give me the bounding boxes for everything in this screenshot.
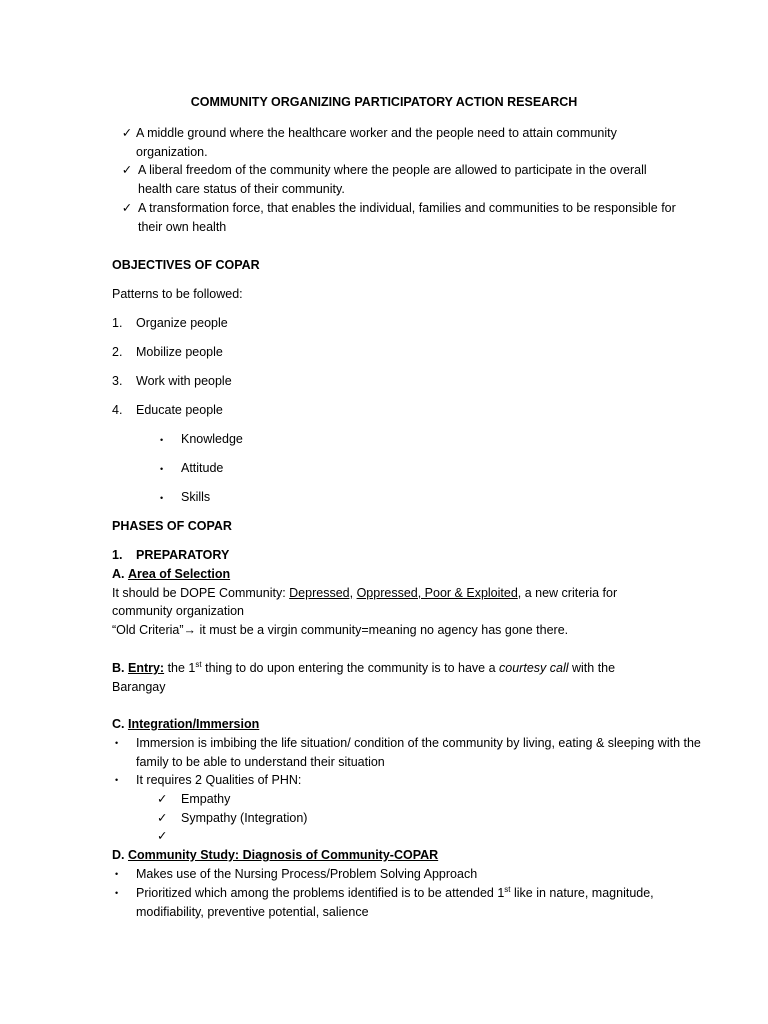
section-area-of-selection (112, 565, 692, 639)
section-title: Community Study: Diagnosis of Community-COPAR (127, 848, 439, 862)
section-entry (112, 659, 692, 696)
intro-item-text: A middle ground where the healthcare worker and the people need to attain community organization. (136, 126, 617, 159)
education-sub-item (160, 459, 223, 479)
objectives-heading: OBJECTIVES OF COPAR (112, 258, 260, 272)
section-community-study (112, 846, 692, 865)
objective-item (112, 314, 228, 333)
item-number: 2. (112, 345, 123, 359)
section-letter: D. (112, 848, 125, 862)
intro-item-2 (120, 161, 680, 198)
sub-item-text: Attitude (181, 461, 224, 475)
intro-item-3 (120, 199, 680, 236)
bullet-text (136, 884, 702, 921)
line-text: with the (568, 661, 616, 675)
checkmark-icon: ✓ (121, 201, 133, 215)
intro-item-text: A liberal freedom of the community where the people are allowed to participate in the overall health care status of their community. (138, 163, 647, 196)
line-text: Prioritized which among the problems identified is to be attended 1 (136, 886, 505, 900)
quality-item (157, 827, 181, 846)
section-letter: A. (112, 567, 125, 581)
superscript: st (504, 885, 511, 894)
checkmark-icon: ✓ (121, 126, 133, 140)
section-line: community organization (112, 604, 245, 618)
section-letter: B. (112, 661, 125, 675)
sub-item-text: Skills (181, 490, 211, 504)
bullet-icon: • (160, 464, 164, 474)
section-integration (112, 715, 692, 734)
community-study-bullet (112, 884, 702, 921)
checkmark-icon: ✓ (121, 163, 133, 177)
line-text: thing to do upon entering the community is to have a (201, 661, 500, 675)
quality-text: Empathy (181, 792, 231, 806)
bullet-icon: • (160, 435, 164, 445)
superscript: st (195, 660, 202, 669)
section-title: Area of Selection (127, 567, 231, 581)
quality-text: Sympathy (Integration) (181, 811, 308, 825)
underlined-term: Depressed, (289, 585, 354, 600)
bullet-text: Makes use of the Nursing Process/Problem Solving Approach (136, 867, 478, 881)
section-title: Integration/Immersion (127, 717, 260, 731)
section-line (112, 584, 692, 603)
phases-heading: PHASES OF COPAR (112, 519, 232, 533)
underlined-term: Oppressed, Poor & Exploited (356, 585, 518, 600)
quality-item (157, 790, 230, 809)
item-text: Educate people (136, 403, 223, 417)
integration-bullet (112, 771, 702, 790)
item-number: 4. (112, 403, 123, 417)
bullet-icon: • (115, 869, 119, 879)
line-text: modifiability, preventive potential, salience (136, 904, 369, 919)
integration-bullet (112, 734, 702, 771)
section-line: Barangay (112, 679, 166, 694)
checkmark-icon: ✓ (157, 829, 168, 843)
item-number: 3. (112, 374, 123, 388)
bullet-icon: • (115, 888, 119, 898)
sub-item-text: Knowledge (181, 432, 243, 446)
objective-item (112, 401, 223, 420)
intro-item-1 (120, 124, 680, 161)
bullet-text: Immersion is imbibing the life situation/ condition of the community by living, eating & sleeping with the family to be able to understand their situation (136, 736, 701, 769)
line-text: It should be DOPE Community: (112, 585, 290, 600)
intro-item-text: A transformation force, that enables the individual, families and communities to be responsible for their own health (138, 201, 676, 234)
section-letter: C. (112, 717, 125, 731)
phase-preparatory (112, 546, 229, 565)
section-line (112, 659, 692, 678)
education-sub-item (160, 488, 210, 508)
section-line: “Old Criteria”→ it must be a virgin community=meaning no agency has gone there. (112, 622, 569, 637)
item-text: Mobilize people (136, 345, 223, 359)
objective-item (112, 372, 232, 391)
section-title: Entry: (127, 661, 165, 675)
page-title: COMMUNITY ORGANIZING PARTICIPATORY ACTION RESEARCH (190, 95, 578, 109)
bullet-text: It requires 2 Qualities of PHN: (136, 773, 302, 787)
line-text: , a new criteria for (517, 585, 618, 600)
italic-term: courtesy call (499, 661, 569, 675)
item-text: Work with people (136, 374, 232, 388)
item-number: 1. (112, 316, 123, 330)
item-text: Organize people (136, 316, 228, 330)
education-sub-item (160, 430, 243, 450)
phase-label: PREPARATORY (136, 548, 230, 562)
objective-item (112, 343, 223, 362)
patterns-label: Patterns to be followed: (112, 287, 243, 301)
bullet-icon: • (160, 493, 164, 503)
checkmark-icon: ✓ (157, 792, 168, 806)
checkmark-icon: ✓ (157, 811, 168, 825)
line-text: like in nature, magnitude, (510, 886, 654, 900)
phase-number: 1. (112, 548, 123, 562)
section-heading (112, 565, 692, 584)
bullet-icon: • (115, 738, 119, 748)
quality-item (157, 809, 307, 828)
line-text: the 1 (164, 661, 196, 675)
bullet-icon: • (115, 775, 119, 785)
community-study-bullet (112, 865, 702, 884)
